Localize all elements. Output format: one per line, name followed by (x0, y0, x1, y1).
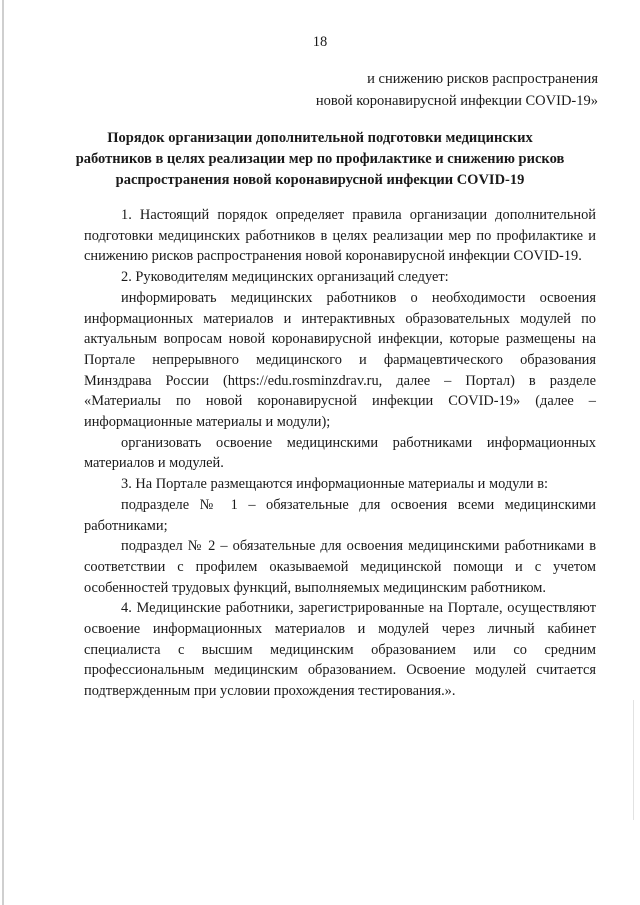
scan-edge-mark (633, 700, 634, 820)
paragraph: 3. На Портале размещаются информационные материалы и модули в: (121, 476, 549, 493)
paragraph: подраздел № 2 – обязательные для освоения медицинскими работниками в соответствии с профилем оказываемой медицинской помощи и с учетом особенностей трудовых функций, выполняемых медицинским работником. (84, 538, 596, 596)
continuation-line: новой коронавирусной инфекции COVID-19» (315, 93, 598, 109)
paragraph: 4. Медицинские работники, зарегистрированные на Портале, осуществляют освоение информационных материалов и модулей через личный кабинет специалиста с высшим медицинским образованием или со средним профессиональным медицинским образованием. Освоение модулей считается подтвержденным при условии прохождения тестирования.». (84, 600, 596, 700)
scan-edge-line (2, 0, 4, 905)
paragraph: информировать медицинских работников о необходимости освоения информационных материалов и интерактивных образовательных модулей по актуальным вопросам новой коронавирусной инфекции, которые размещены на Портале непрерывного медицинского и фармацевтического образования Минздрава России (https://edu.rosminzdrav.ru, далее – Портал) в разделе «Материалы по новой коронавирусной инфекции COVID-19» (далее – информационные материалы и модули); (84, 289, 596, 431)
title-line: работников в целях реализации мер по профилактике и снижению рисков (75, 151, 565, 167)
paragraph: подразделе № 1 – обязательные для освоения всеми медицинскими работниками; (84, 496, 596, 534)
title-line: Порядок организации дополнительной подготовки медицинских (107, 130, 533, 146)
appendix-heading-continuation (316, 68, 598, 112)
document-title (60, 128, 580, 191)
paragraph: 1. Настоящий порядок определяет правила организации дополнительной подготовки медицинских работников в целях реализации мер по профилактике и снижению рисков распространения новой коронавирусной инфекции COVID-19. (84, 207, 596, 265)
paragraph: организовать освоение медицинскими работниками информационных материалов и модулей. (84, 434, 596, 472)
title-line: распространения новой коронавирусной инфекции COVID-19 (115, 172, 525, 188)
continuation-line: и снижению рисков распространения (367, 71, 598, 87)
document-body (84, 205, 596, 702)
page-number: 18 (312, 34, 328, 50)
paragraph: 2. Руководителям медицинских организаций следует: (121, 269, 449, 286)
